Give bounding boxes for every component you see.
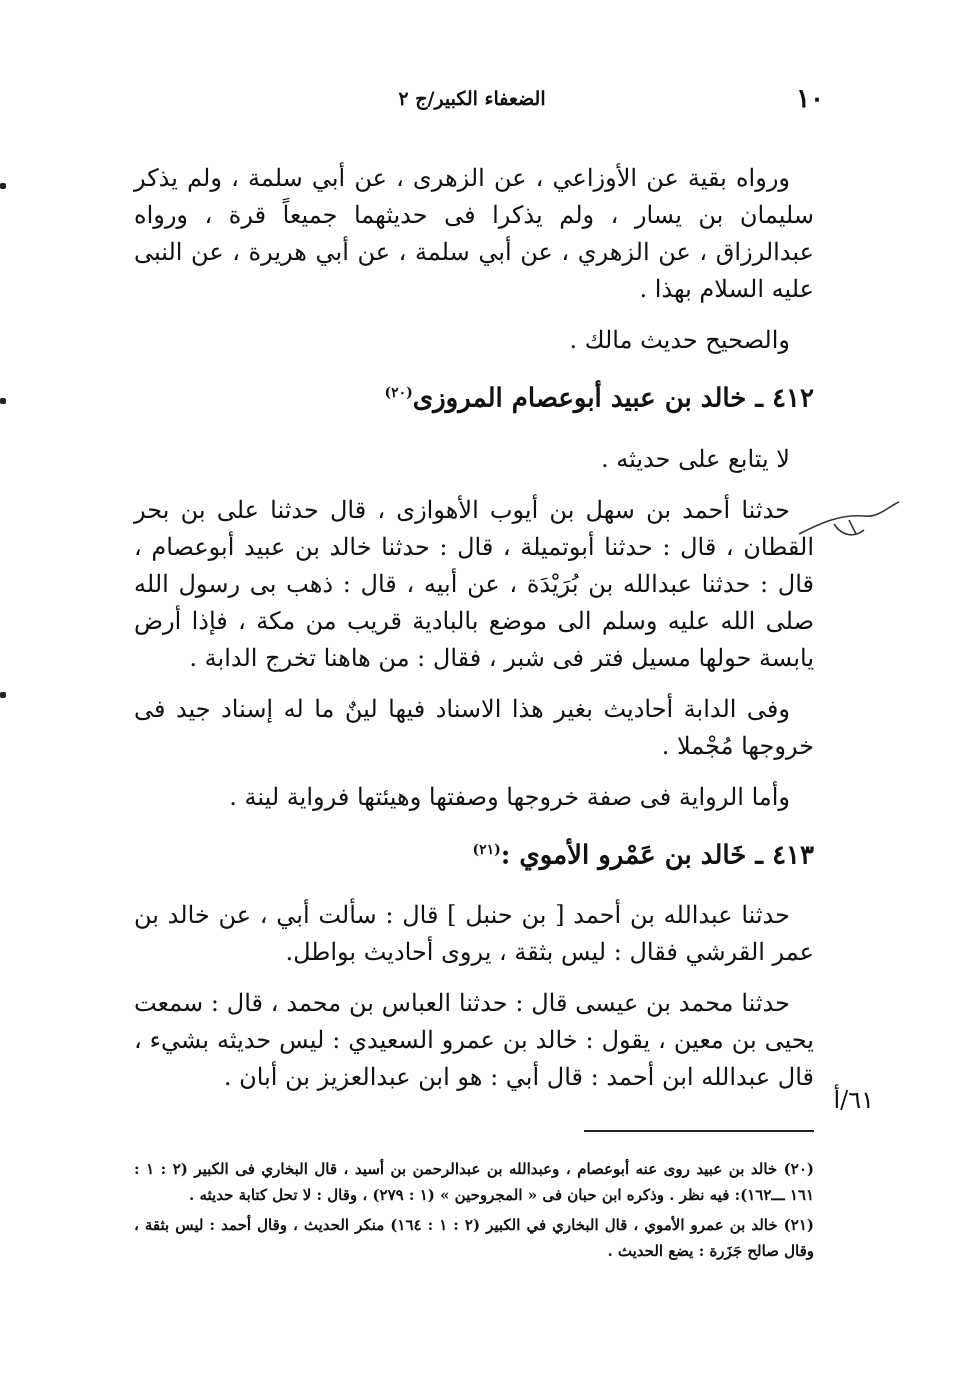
scan-edge-mark <box>0 692 6 698</box>
entry-heading-413 <box>134 830 814 876</box>
main-text <box>134 160 814 1110</box>
paragraph: لا يتابع على حديثه . <box>600 444 790 473</box>
margin-folio-note: ٦١/أ <box>833 1086 874 1114</box>
entry-heading-text: ٤١٣ ـ خَالد بن عَمْرو الأموي : <box>500 840 814 871</box>
paragraph: ورواه بقية عن الأوزاعي ، عن الزهرى ، عن أبي سلمة ، ولم يذكر سليمان بن يسار ، ولم يذكرا فى حديثهما جميعاً قرة ، ورواه عبدالرزاق ، عن الزهري ، عن أبي سلمة ، عن أبي هريرة ، عن النبى عليه السلام بهذا . <box>134 164 814 303</box>
paragraph: حدثنا عبدالله بن أحمد [ بن حنبل ] قال : سألت أبي ، عن خالد بن عمر القرشي فقال : ليس بثقة ، يروى أحاديث بواطل. <box>134 901 814 967</box>
paragraph: حدثنا محمد بن عيسى قال : حدثنا العباس بن محمد ، قال : سمعت يحيى بن معين ، يقول : خالد بن عمرو السعيدي : ليس حديثه بشيء ، قال عبدالله ابن أحمد : قال أبي : هو ابن عبدالعزيز بن أبان . <box>134 989 814 1092</box>
footnotes <box>134 1156 814 1268</box>
paragraph: والصحيح حديث مالك . <box>569 326 790 354</box>
scan-edge-mark <box>0 398 6 404</box>
entry-heading-412 <box>134 373 814 419</box>
footnote-20: (٢٠) خالد بن عبيد روى عنه أبوعصام ، وعبدالله بن عبدالرحمن بن أسيد ، قال البخاري فى الكبير (٢ : ١ : ١٦١ ـــ١٦٢): فيه نظر . وذكره ابن حبان فى « المجروحين » (١ : ٢٧٩) ، وقال : لا تحل كتابة حديثه . <box>134 1160 815 1204</box>
footnote-ref: (٢١) <box>472 841 501 858</box>
paragraph: حدثنا أحمد بن سهل بن أيوب الأهوازى ، قال حدثنا على بن بحر القطان ، قال : حدثنا أبوتميلة ، قال : حدثنا خالد بن عبيد أبوعصام ، قال : حدثنا عبدالله بن بُرَيْدَة ، عن أبيه ، قال : ذهب بى رسول الله صلى الله عليه وسلم الى موضع بالبادية قريب من مكة ، فإذا أرض يابسة حولها مسيل فتر فى شبر ، فقال : من هاهنا تخرج الدابة . <box>134 495 814 672</box>
running-title: الضعفاء الكبير/ج ٢ <box>398 88 546 110</box>
paragraph: وفى الدابة أحاديث بغير هذا الاسناد فيها لينٌ ما له إسناد جيد فى خروجها مُجْملا . <box>134 694 814 760</box>
entry-heading-text: ٤١٢ ـ خالد بن عبيد أبوعصام المروزى <box>412 383 814 414</box>
scan-edge-mark <box>0 183 6 189</box>
paragraph: وأما الرواية فى صفة خروجها وصفتها وهيئتها فرواية لينة . <box>229 782 790 811</box>
page-header <box>120 84 824 120</box>
footnote-separator <box>584 1130 814 1132</box>
footnote-ref: (٢٠) <box>384 385 413 401</box>
footnote-21: (٢١) خالد بن عمرو الأموي ، قال البخاري في الكبير (٢ : ١ : ١٦٤) منكر الحديث ، وقال أحمد : ليس بثقة ، وقال صالح جَزَرة : يضع الحديث . <box>134 1216 815 1260</box>
page-number: ١٠ <box>796 84 824 114</box>
